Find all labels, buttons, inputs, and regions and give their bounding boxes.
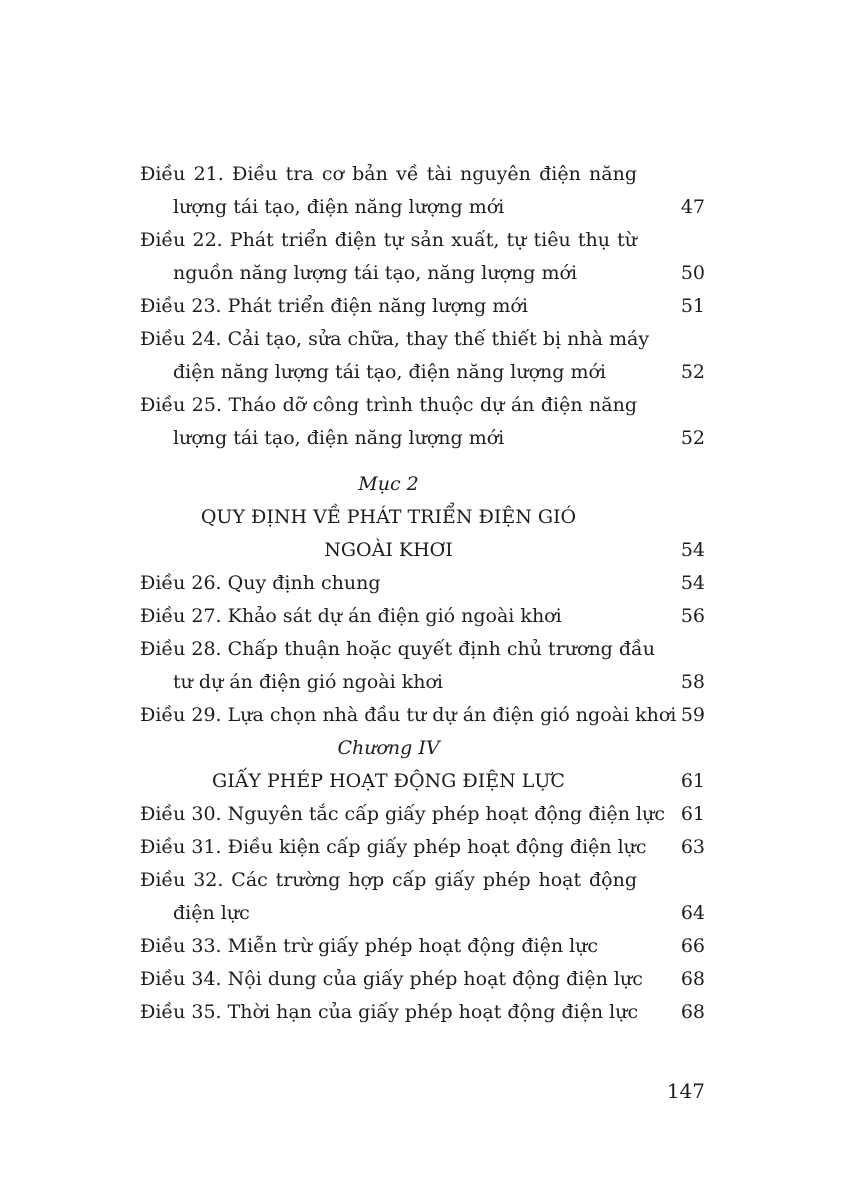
toc-entry-line (140, 158, 705, 191)
toc-entry-line (140, 930, 705, 963)
toc-page-number: 63 (680, 836, 705, 858)
toc-entry-text: tư dự án điện gió ngoài khơi (173, 671, 443, 693)
toc-entry-line (140, 897, 705, 930)
toc-entry-text: Điều 27. Khảo sát dự án điện gió ngoài khơi (140, 605, 562, 627)
toc-entry-text: Điều 26. Quy định chung (140, 572, 381, 594)
toc-entry-line (140, 290, 705, 323)
toc-entry-line (140, 600, 705, 633)
toc-entry-text: Điều 21. Điều tra cơ bản về tài nguyên điện năng (140, 163, 637, 185)
section-label-row (140, 468, 705, 501)
toc-entry-line (140, 323, 705, 356)
toc-page-number: 47 (680, 196, 705, 218)
toc-entry-line (140, 831, 705, 864)
toc-page-number: 61 (680, 803, 705, 825)
toc-entry-line (140, 567, 705, 600)
toc-entry-text: Điều 25. Tháo dỡ công trình thuộc dự án điện năng (140, 394, 637, 416)
toc-page-number: 68 (680, 968, 705, 990)
toc-entry-line (140, 191, 705, 224)
toc-entry-line (140, 633, 705, 666)
toc-page-number: 52 (680, 427, 705, 449)
toc-entry-text: Điều 33. Miễn trừ giấy phép hoạt động điện lực (140, 935, 599, 957)
toc-page-number: 50 (680, 262, 705, 284)
toc-entry-line (140, 699, 705, 732)
toc-entry-line (140, 224, 705, 257)
toc-entry-text: Điều 31. Điều kiện cấp giấy phép hoạt động điện lực (140, 836, 647, 858)
toc-page-number: 66 (680, 935, 705, 957)
toc-entry-text: nguồn năng lượng tái tạo, năng lượng mới (173, 262, 578, 284)
toc-entry-line (140, 389, 705, 422)
section-label: Chương IV (337, 737, 440, 759)
toc-page-number: 68 (680, 1001, 705, 1023)
toc-entry-line (140, 963, 705, 996)
chapter-heading-text: NGOÀI KHƠI (324, 539, 453, 561)
toc-page-number: 58 (680, 671, 705, 693)
toc-entry-text: lượng tái tạo, điện năng lượng mới (173, 427, 505, 449)
chapter-heading-line (140, 765, 705, 798)
chapter-heading-text: QUY ĐỊNH VỀ PHÁT TRIỂN ĐIỆN GIÓ (200, 506, 577, 528)
section-label: Mục 2 (358, 473, 419, 495)
toc-entry-line (140, 864, 705, 897)
toc-entry-text: Điều 29. Lựa chọn nhà đầu tư dự án điện gió ngoài khơi (140, 704, 677, 726)
toc-entry-text: Điều 34. Nội dung của giấy phép hoạt động điện lực (140, 968, 643, 990)
toc-entry-text: Điều 30. Nguyên tắc cấp giấy phép hoạt động điện lực (140, 803, 665, 825)
toc-page-number: 56 (680, 605, 705, 627)
toc-entry-text: điện năng lượng tái tạo, điện năng lượng mới (173, 361, 607, 383)
toc-entry-text: Điều 28. Chấp thuận hoặc quyết định chủ trương đầu (140, 638, 655, 660)
toc-entry-line (140, 422, 705, 455)
toc-entry-text: Điều 35. Thời hạn của giấy phép hoạt động điện lực (140, 1001, 639, 1023)
toc-entry-line (140, 257, 705, 290)
toc-page-number: 52 (680, 361, 705, 383)
toc-entry-text: Điều 32. Các trường hợp cấp giấy phép hoạt động (140, 869, 637, 891)
toc-page-number: 64 (680, 902, 705, 924)
toc-entry-text: Điều 23. Phát triển điện năng lượng mới (140, 295, 528, 317)
toc-entry-line (140, 996, 705, 1029)
toc-entry-line (140, 666, 705, 699)
chapter-heading-line (140, 534, 705, 567)
toc-page-number: 51 (680, 295, 705, 317)
toc-entry-text: Điều 24. Cải tạo, sửa chữa, thay thế thiết bị nhà máy (140, 328, 650, 350)
table-of-contents (140, 158, 705, 1029)
toc-entry-text: điện lực (173, 902, 250, 924)
chapter-heading-line (140, 501, 705, 534)
toc-page-number: 61 (680, 770, 705, 792)
folio-page-number: 147 (666, 1079, 705, 1103)
toc-page-number: 59 (680, 704, 705, 726)
toc-page-number: 54 (680, 572, 705, 594)
chapter-heading-text: GIẤY PHÉP HOẠT ĐỘNG ĐIỆN LỰC (212, 770, 565, 792)
toc-entry-text: lượng tái tạo, điện năng lượng mới (173, 196, 505, 218)
section-label-row (140, 732, 705, 765)
toc-entry-line (140, 356, 705, 389)
toc-entry-line (140, 798, 705, 831)
toc-entry-text: Điều 22. Phát triển điện tự sản xuất, tự tiêu thụ từ (140, 229, 637, 251)
toc-page-number: 54 (680, 539, 705, 561)
